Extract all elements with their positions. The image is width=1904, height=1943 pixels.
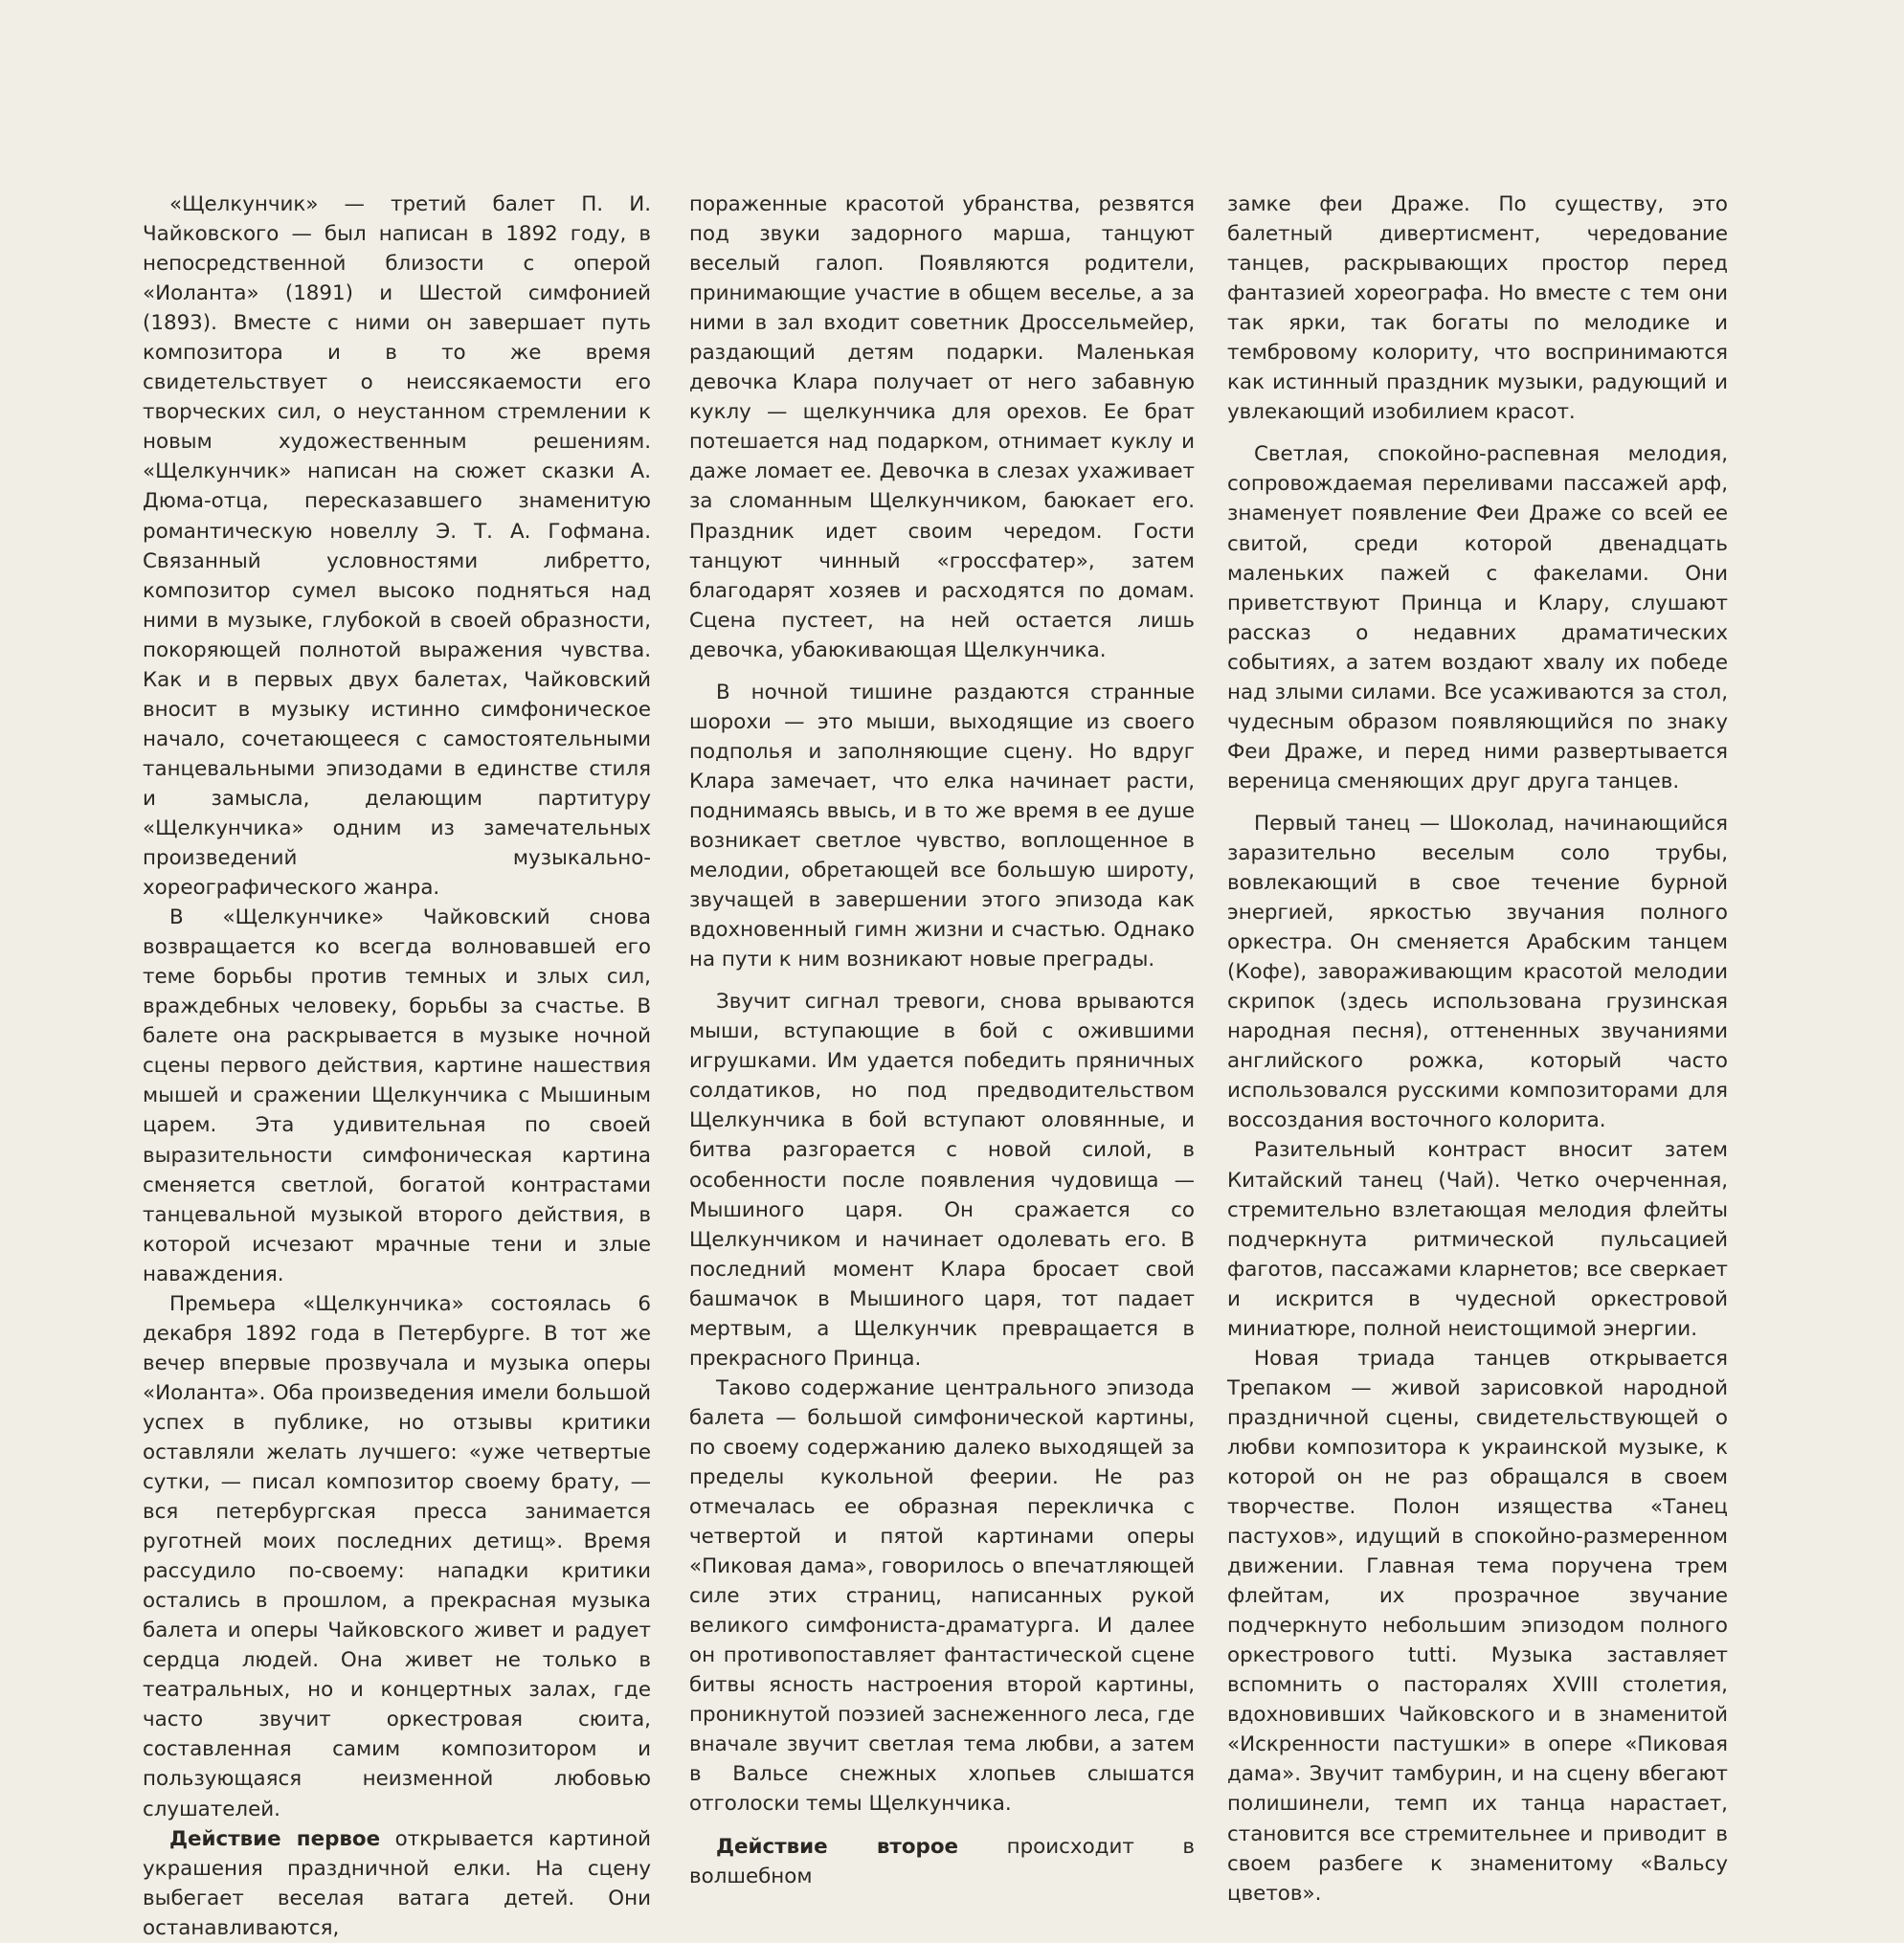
paragraph: Светлая, спокойно-распевная мелодия, сопровождаемая переливами пассажей арф, знаменует появление Феи Драже со всей ее свитой, среди которой двенадцать маленьких пажей с факелами. Они приветствуют Принца и Клару, слушают рассказ о недавних драматических событиях, а затем воздают хвалу их победе над злыми силами. Все усаживаются за стол, чудесным образом появляющийся по знаку Феи Драже, и перед ними развертывается вереница сменяющих друг друга танцев. xyxy=(1227,442,1728,793)
paragraph: пораженные красотой убранства, резвятся под звуки задорного марша, танцуют веселый галоп. Появляются родители, принимающие участие в общем веселье, а за ними в зал входит советник Дроссельмейер, раздающий детям подарки. Маленькая девочка Клара получает от него забавную куклу — щелкунчика для орехов. Ее брат потешается над подарком, отнимает куклу и даже ломает ее. Девочка в слезах ухаживает за сломанным Щелкунчиком, баюкает его. Праздник идет своим чередом. Гости танцуют чинный «гроссфатер», затем благодарят хозяев и расходятся по домам. Сцена пустеет, на ней остается лишь девочка, убаюкивающая Щелкунчика. xyxy=(689,192,1195,662)
paragraph: Звучит сигнал тревоги, снова врываются мыши, вступающие в бой с ожившими игрушками. Им удается победить пряничных солдатиков, но под предводительством Щелкунчика в бой вступают оловянные, и битва разгорается с новой силой, в особенности после появления чудовища — Мышиного царя. Он сражается со Щелкунчиком и начинает одолевать его. В последний момент Клара бросает свой башмачок в Мышиного царя, тот падает мертвым, а Щелкунчик превращается в прекрасного Принца. xyxy=(689,990,1195,1371)
paragraph: Первый танец — Шоколад, начинающийся заразительно веселым соло трубы, вовлекающий в свое течение бурной энергией, яркостью звучания полного оркестра. Он сменяется Арабским танцем (Кофе), завораживающим красотой мелодии скрипок (здесь использована грузинская народная песня), оттененных звучаниями английского рожка, который часто использовался русскими композиторами для воссоздания восточного колорита. xyxy=(1227,811,1728,1133)
paragraph: В «Щелкунчике» Чайковский снова возвращается ко всегда волновавшей его теме борьбы против темных и злых сил, враждебных человеку, борьбы за счастье. В балете она раскрывается в музыке ночной сцены первого действия, картине нашествия мышей и сражении Щелкунчика с Мышиным царем. Эта удивительная по своей выразительности симфоническая картина сменяется светлой, богатой контрастами танцевальной музыкой второго действия, в которой исчезают мрачные тени и злые наваждения. xyxy=(143,905,651,1286)
paragraph-act-two xyxy=(689,1832,1195,1891)
paragraph: Разительный контраст вносит затем Китайский танец (Чай). Четко очерченная, стремительно взлетающая мелодия флейты подчеркнута ритмической пульсацией фаготов, пассажами кларнетов; все сверкает и искрится в чудесной оркестровой миниатюре, полной неистощимой энергии. xyxy=(1227,1138,1728,1341)
paragraph: замке феи Драже. По существу, это балетный дивертисмент, чередование танцев, раскрывающих простор перед фантазией хореографа. Но вместе с тем они так ярки, так богаты по мелодике и тембровому колориту, что воспринимаются как истинный праздник музыки, радующий и увлекающий изобилием красот. xyxy=(1227,192,1728,425)
paragraph: В ночной тишине раздаются странные шорохи — это мыши, выходящие из своего подполья и заполняющие сцену. Но вдруг Клара замечает, что елка начинает расти, поднимаясь ввысь, и в то же время в ее душе возникает светлое чувство, воплощенное в мелодии, обретающей все большую широту, звучащей в завершении этого эпизода как вдохновенный гимн жизни и счастью. Однако на пути к ним возникают новые преграды. xyxy=(689,680,1195,972)
paragraph-text: открывается картиной украшения праздничной елки. На сцену выбегает веселая ватага детей. Они останавливаются, xyxy=(143,1826,651,1940)
paragraph: «Щелкунчик» — третий балет П. И. Чайковского — был написан в 1892 году, в непосредственной близости с оперой «Иоланта» (1891) и Шестой симфонией (1893). Вместе с ними он завершает путь композитора и в то же время свидетельствует о неиссякаемости его творческих сил, о неустанном стремлении к новым художественным решениям. «Щелкунчик» написан на сюжет сказки А. Дюма-отца, пересказавшего знаменитую романтическую новеллу Э. Т. А. Гофмана. Связанный условностями либретто, композитор сумел высоко подняться над ними в музыке, глубокой в своей образности, покоряющей полнотой выражения чувства. Как и в первых двух балетах, Чайковский вносит в музыку истинно симфоническое начало, сочетающееся с самостоятельными танцевальными эпизодами в единстве стиля и замысла, делающим партитуру «Щелкунчика» одним из замечательных произведений музыкально-хореографического жанра. xyxy=(143,192,651,901)
paragraph-act-one xyxy=(143,1824,651,1943)
paragraph: Премьера «Щелкунчика» состоялась 6 декабря 1892 года в Петербурге. В тот же вечер впервые прозвучала и музыка оперы «Иоланта». Оба произведения имели большой успех в публике, но отзывы критики оставляли желать лучшего: «уже четвертые сутки, — писал композитор своему брату, — вся петербургская пресса занимается руготней моих последних детищ». Время рассудило по-своему: нападки критики остались в прошлом, а прекрасная музыка балета и оперы Чайковского живет и радует сердца людей. Она живет не только в театральных, но и концертных залах, где часто звучит оркестровая сюита, составленная самим композитором и пользующаяся неизменной любовью слушателей. xyxy=(143,1291,651,1821)
act-two-heading: Действие второе xyxy=(716,1834,959,1859)
paragraph-text: происходит в волшебном xyxy=(689,1834,1195,1888)
text-column-3 xyxy=(1227,190,1728,1909)
text-column-1 xyxy=(143,190,651,1943)
text-column-2 xyxy=(689,190,1195,1891)
act-one-heading: Действие первое xyxy=(169,1826,381,1851)
paragraph: Новая триада танцев открывается Трепаком — живой зарисовкой народной праздничной сцены, свидетельствующей о любви композитора к украинской музыке, к которой он не раз обращался в своем творчестве. Полон изящества «Танец пастухов», идущий в спокойно-размеренном движении. Главная тема поручена трем флейтам, их прозрачное звучание подчеркнуто небольшим эпизодом полного оркестрового tutti. Музыка заставляет вспомнить о пасторалях XVIII столетия, вдохновивших Чайковского и в знаменитой «Искренности пастушки» в опере «Пиковая дама». Звучит тамбурин, и на сцену вбегают полишинели, темп их танца нарастает, становится все стремительнее и приводит в своем разбеге к знаменитому «Вальсу цветов». xyxy=(1227,1346,1728,1906)
paragraph: Таково содержание центрального эпизода балета — большой симфонической картины, по своему содержанию далеко выходящей за пределы кукольной феерии. Не раз отмечалась ее образная перекличка с четвертой и пятой картинами оперы «Пиковая дама», говорилось о впечатляющей силе этих страниц, написанных рукой великого симфониста-драматурга. И далее он противопоставляет фантастической сцене битвы ясность настроения второй картины, проникнутой поэзией заснеженного леса, где вначале звучит светлая тема любви, а затем в Вальсе снежных хлопьев слышатся отголоски темы Щелкунчика. xyxy=(689,1375,1195,1817)
